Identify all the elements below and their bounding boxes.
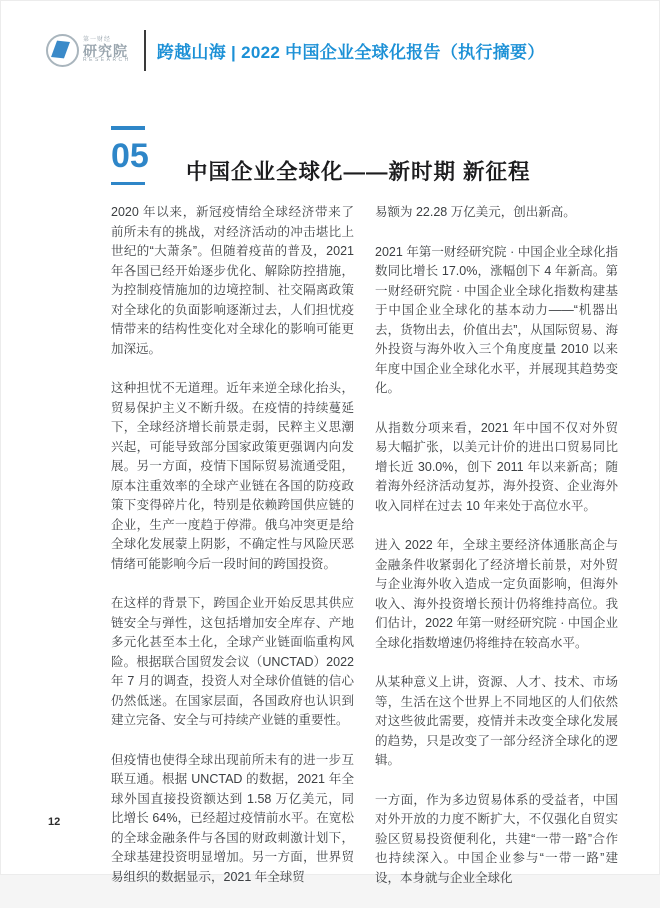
logo-main-text: 研究院	[83, 42, 128, 59]
paragraph: 2021 年第一财经研究院 · 中国企业全球化指数同比增长 17.0%，涨幅创下 4 年新高。第一财经研究院 · 中国企业全球化指数构建基于中国企业全球化的基本动力——“机器出去，货物出去，价值出去”，从国际贸易、海外投资与海外收入三个角度度量 2010 以来年度中国企业全球化水平，并展现其趋势变化。	[375, 244, 618, 395]
paragraph: 进入 2022 年，全球主要经济体通胀高企与金融条件收紧弱化了经济增长前景，对外贸与企业海外收入造成一定负面影响，但海外收入、海外投资增长预计仍将维持高位。我们估计，2022 年第一财经研究院 · 中国企业全球化指数增速仍将维持在较高水平。	[375, 538, 618, 650]
paragraph: 从某种意义上讲，资源、人才、技术、市场等，生活在这个世界上不同地区的人们依然对这些彼此需要，疫情并未改变全球化发展的趋势，只是改变了一部分经济全球化的逻辑。	[375, 675, 618, 767]
yicai-research-logo	[46, 34, 131, 67]
page-number: 12	[48, 816, 61, 828]
header-divider	[144, 30, 146, 71]
paragraph: 易额为 22.28 万亿美元，创出新高。	[375, 205, 576, 219]
body-columns	[111, 203, 618, 908]
section-number-block	[111, 126, 149, 185]
logo-top-text: 第一财经	[83, 37, 112, 44]
section-number: 05	[111, 136, 149, 175]
page-header	[46, 30, 545, 71]
logo-text	[83, 37, 131, 63]
logo-icon	[46, 34, 79, 67]
paragraph: 但疫情也使得全球出现前所未有的进一步互联互通。根据 UNCTAD 的数据，2021 年全球外国直接投资额达到 1.58 万亿美元，同比增长 64%，已经超过疫情前水平。在宽松的全球金融条件与各国的财政刺激计划下，全球基建投资明显增加。另一方面，世界贸易组织的数据显示，2021 年全球贸	[111, 752, 354, 884]
section-number-bottom-rule	[111, 182, 145, 186]
right-column	[375, 203, 618, 908]
paragraph: 在这样的背景下，跨国企业开始反思其供应链安全与弹性，这包括增加安全库存、产地多元化甚至本土化，全球产业链面临重构风险。根据联合国贸发会议（UNCTAD）2022 年 7 月的调查，投资人对全球价值链的信心仍然低迷。在国家层面，各国政府也认识到建立完备、安全与可持续产业链的重要性。	[111, 596, 354, 727]
paragraph: 从指数分项来看，2021 年中国不仅对外贸易大幅扩张，以美元计价的进出口贸易同比增长近 30.0%，创下 2011 年以来新高；随着海外经济活动复苏，海外投资、企业海外收入同样在过去 10 年来处于高位水平。	[375, 420, 618, 513]
logo-sub-text: RESEARCH	[83, 57, 131, 64]
section-title: 中国企业全球化——新时期 新征程	[186, 160, 531, 185]
left-column	[111, 203, 354, 908]
report-title: 跨越山海 | 2022 中国企业全球化报告（执行摘要）	[156, 43, 545, 62]
logo-leaf-shape	[51, 41, 70, 59]
paragraph: 2020 年以来，新冠疫情给全球经济带来了前所未有的挑战，对经济活动的冲击堪比上世纪的“大萧条”。但随着疫苗的普及，2021 年各国已经开始逐步优化、解除防控措施，为控制疫情施加的边境控制、社交隔离政策对全球化的负面影响逐渐过去，人们担忧疫情带来的结构性变化对全球化的影响可能更加深远。	[111, 205, 354, 356]
paragraph: 一方面，作为多边贸易体系的受益者，中国对外开放的力度不断扩大，不仅强化自贸实验区贸易投资便利化，共建“一带一路”合作也持续深入。中国企业参与“一带一路”建设，本身就与企业全球化	[375, 792, 618, 885]
paragraph: 这种担忧不无道理。近年来逆全球化抬头，贸易保护主义不断升级。在疫情的持续蔓延下，全球经济增长前景走弱，民粹主义思潮兴起，可能导致部分国家政策更强调内向发展。另一方面，疫情下国际贸易流通受阻，原本注重效率的全球产业链在各国的防疫政策下变得碎片化，特别是依赖跨国供应链的企业，生产一度趋于停滞。俄乌冲突更是给全球化发展蒙上阴影，不确定性与风险厌恶情绪可能影响今后一段时间的跨国投资。	[111, 381, 354, 571]
